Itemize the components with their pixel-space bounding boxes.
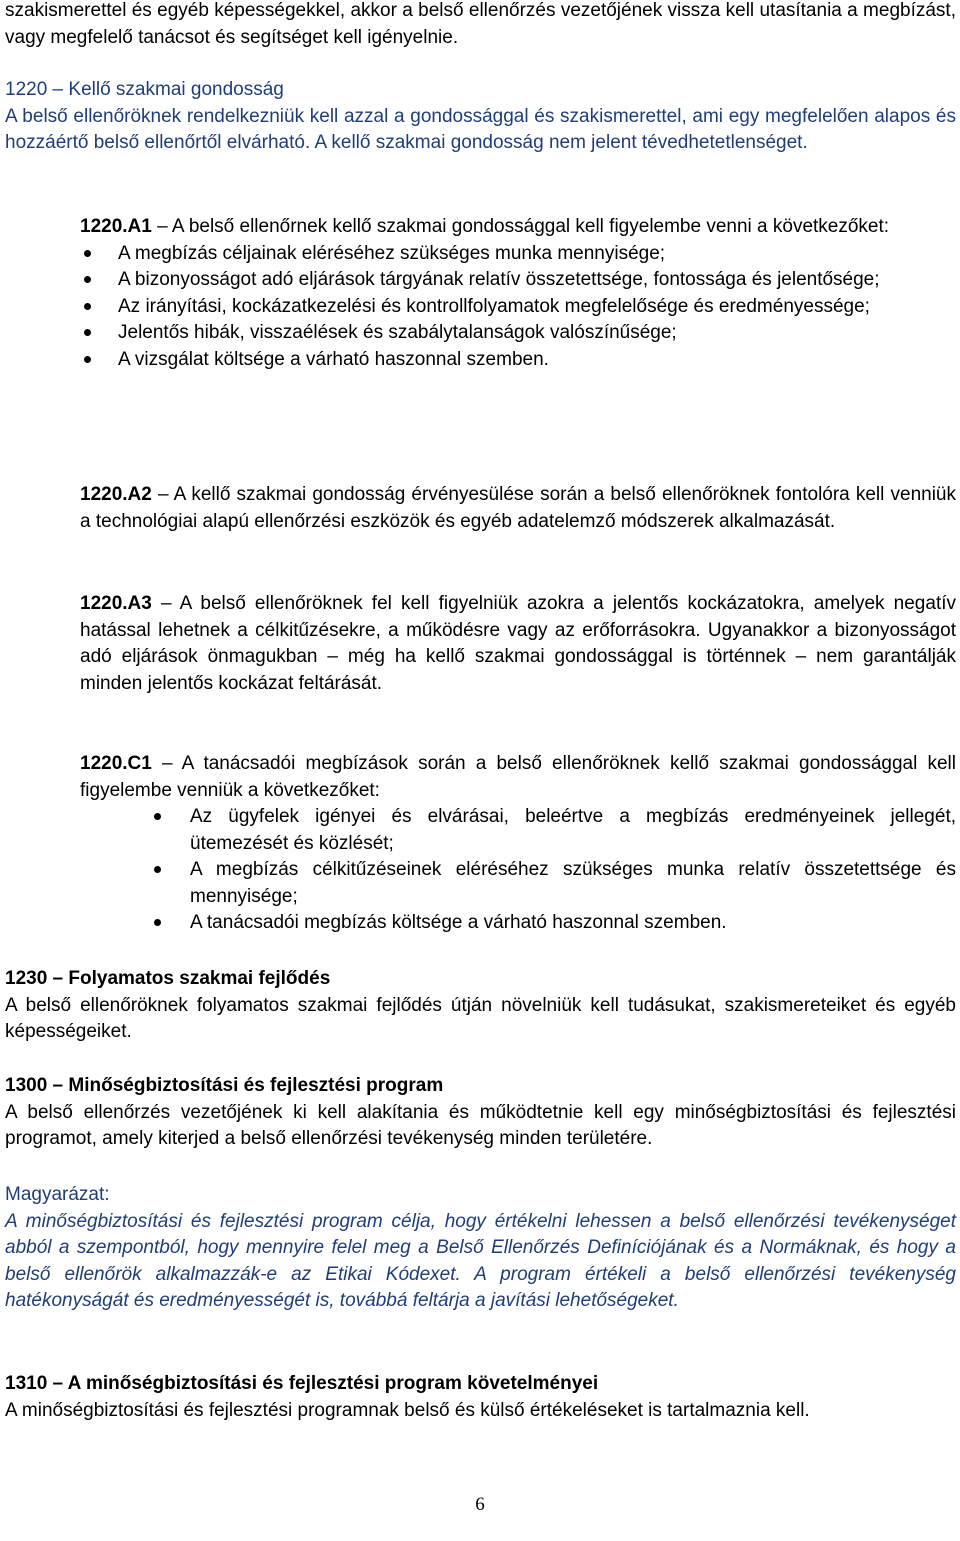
bullet-icon: [84, 303, 91, 310]
section-body-1220: A belső ellenőröknek rendelkezniük kell azzal a gondossággal és szakismerettel, ami egy megfelelően alapos és hozzáértő belső ellenőrtől elvárható. A kellő szakmai gondosság nem jelent tévedhetetlenséget.: [5, 105, 956, 153]
bullet-icon: [84, 329, 91, 336]
section-heading-1230: 1230 – Folyamatos szakmai fejlődés: [5, 968, 331, 989]
list-item-text: A megbízás céljainak eléréséhez szükséges munka mennyisége;: [118, 242, 666, 264]
list-item-text: A megbízás célkitűzéseinek eléréséhez szükséges munka relatív összetettsége és mennyisége;: [190, 859, 956, 907]
section-1230: [5, 966, 956, 1046]
section-1310: [5, 1371, 956, 1424]
section-body-1230: A belső ellenőröknek folyamatos szakmai fejlődés útján növelniük kell tudásukat, szakismereteiket és egyéb képességeiket.: [5, 994, 956, 1042]
text-1220-c1: – A tanácsadói megbízások során a belső ellenőröknek kellő szakmai gondossággal kell figyelembe venniük a következőket:: [80, 753, 956, 801]
explanation-block: [5, 1182, 956, 1315]
label-1220-c1: 1220.C1: [80, 753, 152, 774]
explanation-body: A minőségbiztosítási és fejlesztési program célja, hogy értékelni lehessen a belső ellenőrzési tevékenységet abból a szempontból, hogy mennyire felel meg a Belső Ellenőrzés Definíciójának és a Normáknak, és hogy a belső ellenőrök alkalmazzák-e az Etikai Kódexet. A program értékeli a belső ellenőrzési tevékenység hatékonyságát és eredményességét is, továbbá feltárja a javítási lehetőségeket.: [5, 1210, 956, 1311]
bullet-icon: [84, 250, 91, 257]
list-item-text: Az ügyfelek igényei és elvárásai, beleértve a megbízás eredményeinek jellegét, ütemezését és közlését;: [190, 806, 956, 854]
list-item-text: Jelentős hibák, visszaélések és szabálytalanságok valószínűsége;: [118, 322, 677, 343]
list-item: [80, 294, 956, 321]
section-heading-1300: 1300 – Minőségbiztosítási és fejlesztési program: [5, 1075, 444, 1096]
list-item: [80, 347, 956, 374]
section-1220-a1: [80, 214, 956, 373]
section-1220: [5, 77, 956, 157]
label-1220-a2: 1220.A2: [80, 484, 152, 505]
bullet-icon: [84, 356, 91, 363]
bullet-icon: [154, 919, 161, 926]
bullet-icon: [154, 866, 161, 873]
text-1220-a2: – A kellő szakmai gondosság érvényesülése során a belső ellenőröknek fontolóra kell venniük a technológiai alapú ellenőrzési eszközök és egyéb adatelemző módszerek alkalmazását.: [80, 484, 956, 532]
list-item: [80, 910, 956, 937]
text-1220-a3: – A belső ellenőröknek fel kell figyelniük azokra a jelentős kockázatokra, amelyek negatív hatással lehetnek a célkitűzésekre, a működésre vagy az erőforrásokra. Ugyanakkor a bizonyosságot adó eljárások önmagukban – még ha kellő szakmai gondossággal is történnek – nem garantálják minden jelentős kockázat feltárását.: [80, 593, 956, 694]
explanation-heading: Magyarázat:: [5, 1184, 110, 1205]
list-item: [80, 857, 956, 910]
intro-paragraph: szakismerettel és egyéb képességekkel, akkor a belső ellenőrzés vezetőjének vissza kell utasítania a megbízást, vagy megfelelő tanácsot és segítséget kell igényelnie.: [5, 0, 956, 48]
page-number: 6: [475, 1494, 485, 1515]
list-item: [80, 241, 956, 268]
section-heading-1310: 1310 – A minőségbiztosítási és fejlesztési program követelményei: [5, 1373, 599, 1394]
list-item-text: A tanácsadói megbízás költsége a várható haszonnal szemben.: [190, 912, 727, 933]
section-body-1310: A minőségbiztosítási és fejlesztési programnak belső és külső értékeléseket is tartalmaznia kell.: [5, 1399, 810, 1421]
bullet-icon: [154, 813, 161, 820]
section-heading-1220: 1220 – Kellő szakmai gondosság: [5, 79, 284, 100]
label-1220-a3: 1220.A3: [80, 593, 152, 614]
section-1300: [5, 1073, 956, 1153]
section-1220-a3: [80, 591, 956, 697]
section-1220-a2: [80, 482, 956, 535]
list-item: [80, 804, 956, 857]
list-item: [80, 267, 956, 294]
list-1220-a1: [80, 241, 956, 374]
label-1220-a1: 1220.A1: [80, 216, 152, 237]
bullet-icon: [84, 276, 91, 283]
list-item-text: Az irányítási, kockázatkezelési és kontrollfolyamatok megfelelősége és eredményessége;: [118, 295, 870, 317]
list-item: [80, 320, 956, 347]
list-item-text: A bizonyosságot adó eljárások tárgyának relatív összetettsége, fontossága és jelentősége;: [118, 269, 880, 290]
text-1220-a1: – A belső ellenőrnek kellő szakmai gondossággal kell figyelembe venni a következőket:: [151, 216, 890, 237]
section-1220-c1: [80, 751, 956, 937]
list-item-text: A vizsgálat költsége a várható haszonnal szemben.: [118, 348, 549, 370]
section-body-1300: A belső ellenőrzés vezetőjének ki kell alakítania és működtetnie kell egy minőségbiztosítási és fejlesztési programot, amely kiterjed a belső ellenőrzési tevékenység minden területére.: [5, 1101, 956, 1149]
list-1220-c1: [80, 804, 956, 937]
